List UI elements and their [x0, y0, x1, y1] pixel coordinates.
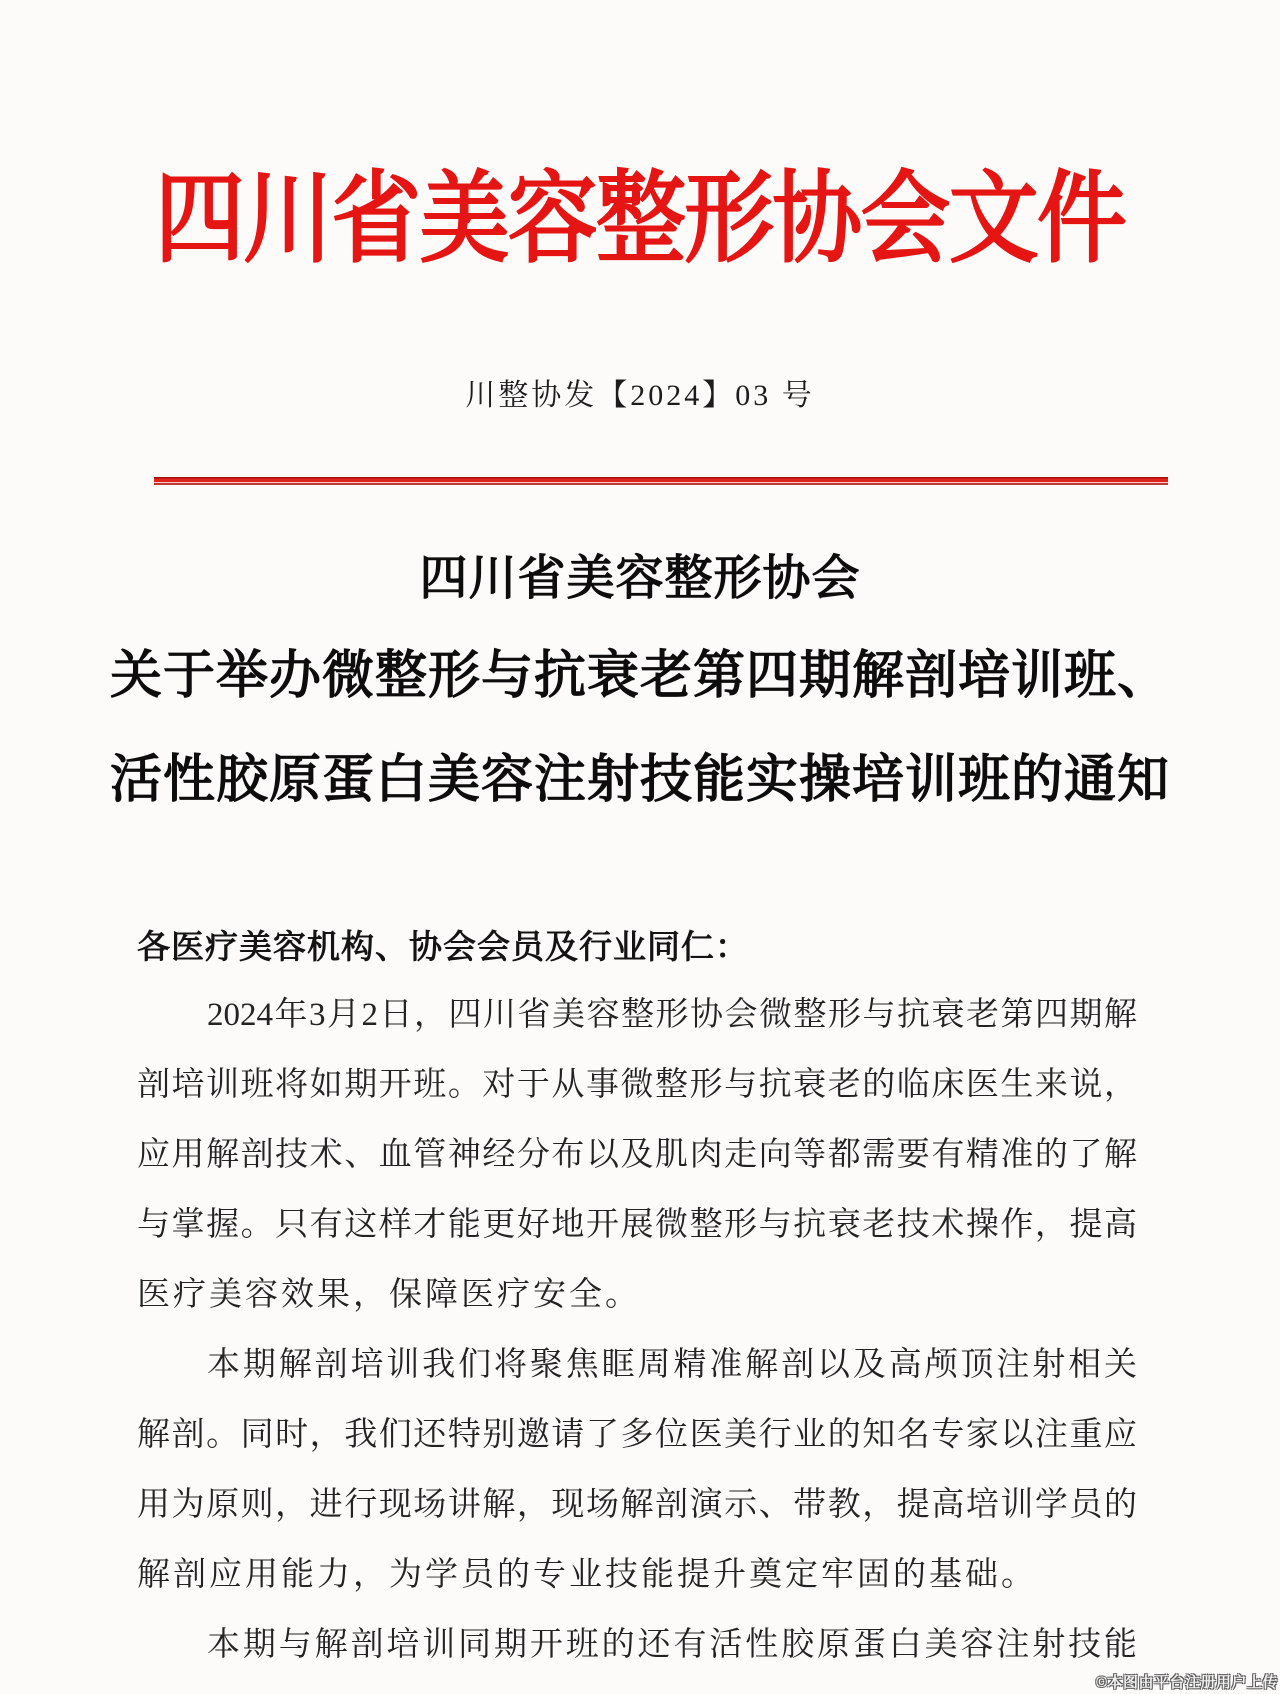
body-line: 解剖应用能力，为学员的专业技能提升奠定牢固的基础。 — [137, 1557, 1037, 1593]
body-line: 2024年3月2日，四川省美容整形协会微整形与抗衰老第四期解 — [207, 997, 1137, 1033]
body-line: 本期解剖培训我们将聚焦眶周精准解剖以及高颅顶注射相关 — [207, 1347, 1137, 1383]
body-line: 应用解剖技术、血管神经分布以及肌肉走向等都需要有精准的了解 — [137, 1137, 1137, 1173]
notice-title-line-2: 关于举办微整形与抗衰老第四期解剖培训班、 — [109, 648, 1170, 705]
body-line: 与掌握。只有这样才能更好地开展微整形与抗衰老技术操作，提高 — [137, 1207, 1137, 1243]
salutation: 各医疗美容机构、协会会员及行业同仁： — [137, 928, 749, 965]
notice-title-line-3: 活性胶原蛋白美容注射技能实操培训班的通知 — [109, 752, 1170, 809]
body-line: 医疗美容效果，保障医疗安全。 — [137, 1277, 641, 1313]
uploader-watermark: ©本图由平台注册用户上传 — [1095, 1674, 1278, 1691]
body-text — [137, 980, 1137, 1680]
body-line: 解剖。同时，我们还特别邀请了多位医美行业的知名专家以注重应 — [137, 1417, 1137, 1453]
letterhead-title: 四川省美容整形协会文件 — [154, 164, 1126, 275]
document-number: 川整协发【2024】03 号 — [465, 379, 815, 412]
body-line: 本期与解剖培训同期开班的还有活性胶原蛋白美容注射技能 — [207, 1627, 1137, 1663]
red-divider-rule — [154, 477, 1168, 487]
body-line: 用为原则，进行现场讲解，现场解剖演示、带教，提高培训学员的 — [137, 1487, 1137, 1523]
notice-title-line-1: 四川省美容整形协会 — [419, 552, 861, 605]
body-line: 剖培训班将如期开班。对于从事微整形与抗衰老的临床医生来说， — [137, 1067, 1137, 1103]
